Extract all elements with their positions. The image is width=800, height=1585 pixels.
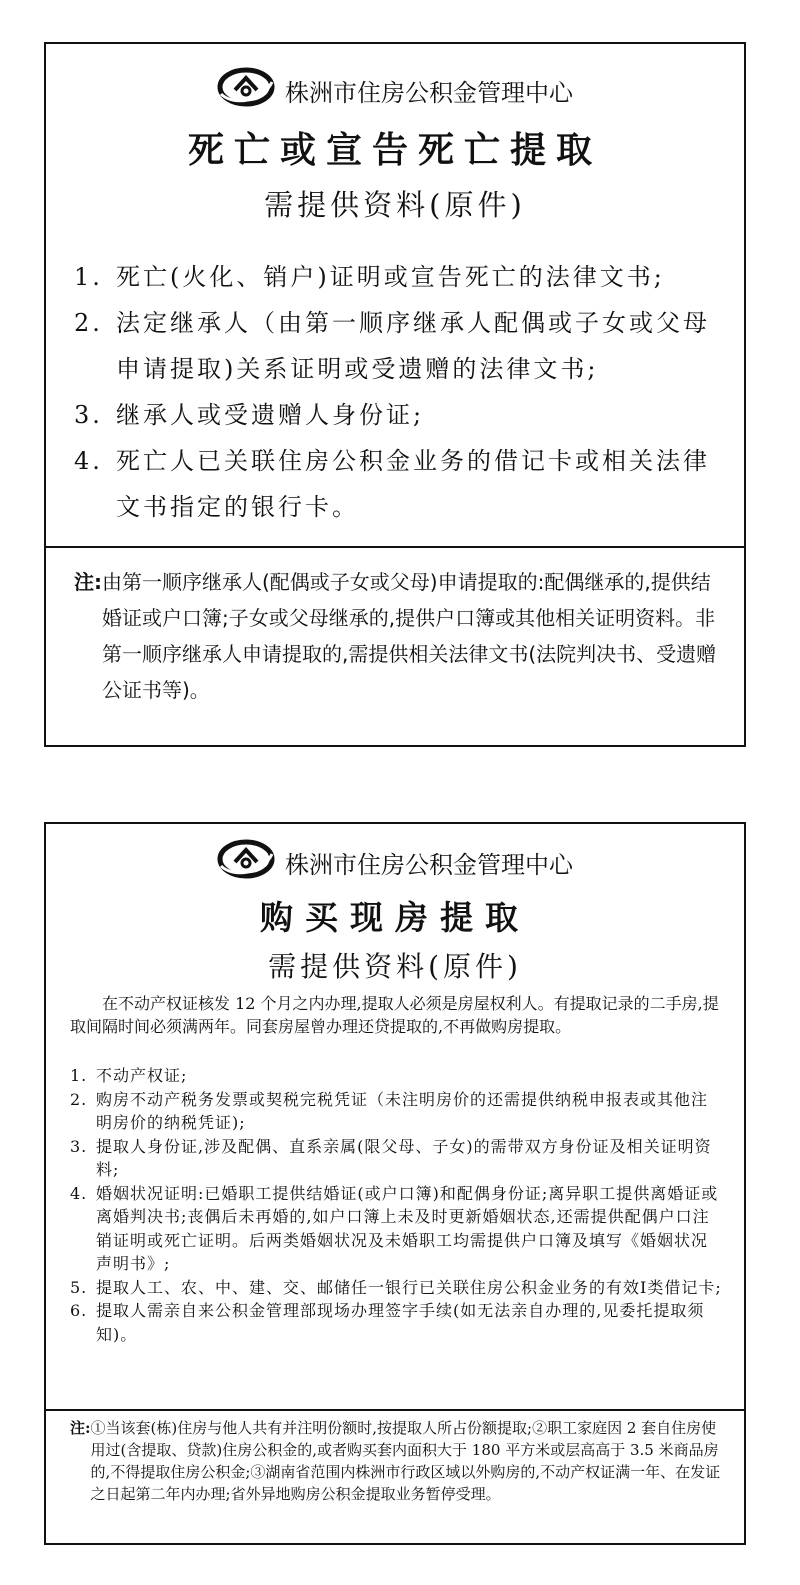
item-text: 提取人工、农、中、建、交、邮储任一银行已关联住房公积金业务的有效Ⅰ类借记卡; [96,1277,722,1297]
item-number: 5. [70,1277,88,1297]
item-text: 提取人需亲自来公积金管理部现场办理签字手续(如无法亲自办理的,见委托提取须知)。 [96,1301,705,1344]
note-label: 注: [74,570,102,594]
required-documents-list [74,254,724,530]
card-title: 购买现房提取 [260,898,530,937]
item-number: 2. [74,309,103,337]
list-item [70,1182,724,1276]
card-subtitle: 需提供资料(原件) [264,188,526,222]
item-number: 4. [74,447,103,475]
note-text: 由第一顺序继承人(配偶或子女或父母)申请提取的:配偶继承的,提供结婚证或户口簿;子女或父母继承的,提供户口簿或其他相关证明资料。非第一顺序继承人申请提取的,需提供相关法律文书(法院判决书、受遗赠公证书等)。 [102,570,717,702]
org-name: 株洲市住房公积金管理中心 [285,78,573,107]
note-label: 注: [70,1419,91,1437]
section-divider [46,546,744,548]
housing-fund-logo-icon [217,838,275,886]
item-text: 提取人身份证,涉及配偶、直系亲属(限父母、子女)的需带双方身份证及相关证明资料; [96,1136,712,1179]
list-item [70,1299,724,1346]
item-number: 3. [70,1136,88,1156]
item-number: 6. [70,1301,88,1320]
org-header [46,66,744,114]
note-section [70,1417,724,1505]
card-header [46,838,744,985]
card-title: 死亡或宣告死亡提取 [187,130,602,171]
list-item [74,254,724,300]
item-number: 4. [70,1183,88,1203]
list-item [70,1135,724,1182]
note-text: ①当该套(栋)住房与他人共有并注明份额时,按提取人所占份额提取;②职工家庭因 2 套自住房使用过(含提取、贷款)住房公积金的,或者购买套内面积大于 180 平方米或层高高于 3.5 米商品房的,不得提取住房公积金;③湖南省范围内株洲市行政区域以外购房的,不动产权证满一年、在发证之日起第二年内办理;省外异地购房公积金提取业务暂停受理。 [90,1419,721,1503]
item-text: 不动产权证; [96,1066,188,1085]
item-number: 1. [74,263,103,291]
required-documents-list [70,1064,724,1346]
section-divider [46,1409,744,1411]
item-text: 购房不动产税务发票或契税完税凭证（未注明房价的还需提供纳税申报表或其他注明房价的纳税凭证); [96,1089,709,1132]
death-withdrawal-card [44,42,746,747]
item-text: 婚姻状况证明:已婚职工提供结婚证(或户口簿)和配偶身份证;离异职工提供离婚证或离婚判决书;丧偶后未再婚的,如户口簿上未及时更新婚姻状态,还需提供配偶户口注销证明或死亡证明。后两类婚姻状况及未婚职工均需提供户口簿及填写《婚姻状况声明书》; [96,1183,719,1273]
item-text: 继承人或受遗赠人身份证; [116,401,425,429]
list-item [74,438,724,530]
card-subtitle: 需提供资料(原件) [268,950,522,983]
list-item [70,1088,724,1135]
card-header [46,66,744,224]
item-number: 2. [70,1089,88,1109]
list-item [74,300,724,392]
intro-paragraph: 在不动产权证核发 12 个月之内办理,提取人必须是房屋权利人。有提取记录的二手房,提取间隔时间必须满两年。同套房屋曾办理还贷提取的,不再做购房提取。 [70,994,719,1036]
house-purchase-withdrawal-card [44,822,746,1545]
list-item [70,1276,724,1300]
note-section [74,564,724,708]
item-text: 死亡人已关联住房公积金业务的借记卡或相关法律文书指定的银行卡。 [116,447,710,521]
list-item [74,392,724,438]
org-header [46,838,744,886]
housing-fund-logo-icon [217,66,275,114]
list-item [70,1064,724,1088]
item-text: 死亡(火化、销户)证明或宣告死亡的法律文书; [116,263,665,291]
org-name: 株洲市住房公积金管理中心 [285,850,573,879]
item-text: 法定继承人（由第一顺序继承人配偶或子女或父母申请提取)关系证明或受遗赠的法律文书; [116,309,710,383]
item-number: 1. [70,1066,88,1085]
item-number: 3. [74,401,103,429]
